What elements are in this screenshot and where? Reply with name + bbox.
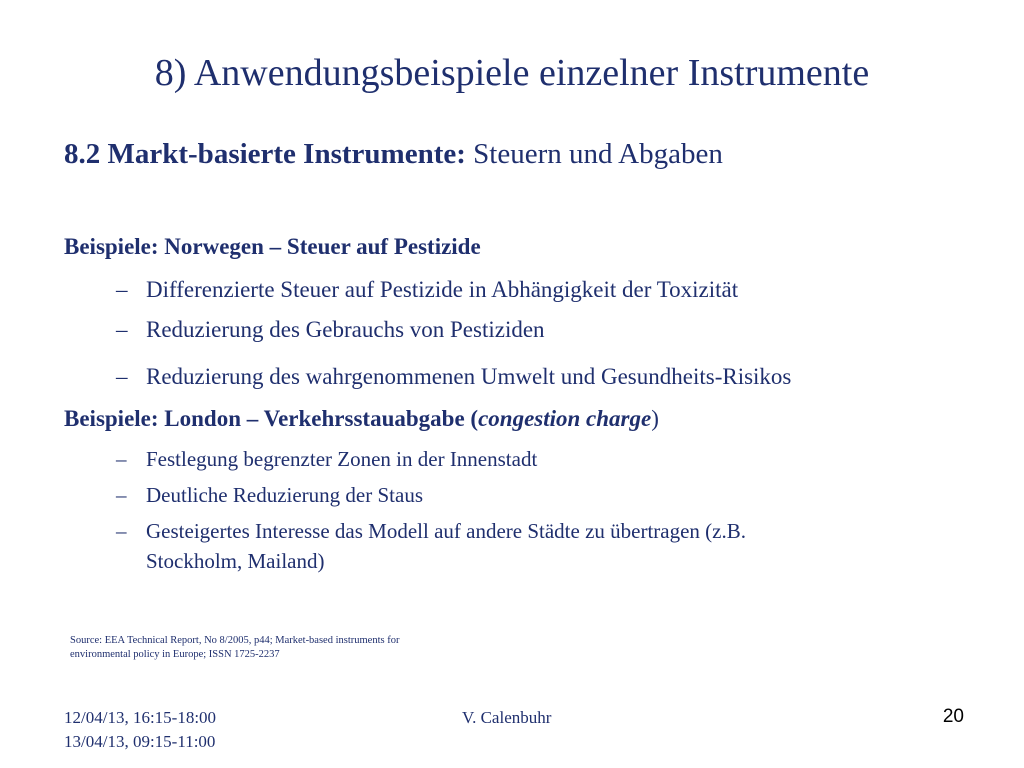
subtitle-rest: Steuern und Abgaben (465, 138, 723, 170)
bullet-text: Differenzierte Steuer auf Pestizide in Abhängigkeit der Toxizität (146, 277, 739, 302)
bullet-dash: – (116, 277, 128, 302)
bullet-text: Stockholm, Mailand) (146, 549, 325, 573)
bullet-dash: – (116, 483, 127, 507)
example-heading-london (64, 404, 659, 434)
bullet-dash: – (116, 519, 127, 543)
heading-prefix: Beispiele: London – Verkehrsstauabgabe ( (64, 406, 479, 431)
source-line: Source: EEA Technical Report, No 8/2005, p44; Market-based instruments for (70, 635, 400, 646)
slide-title: 8) Anwendungsbeispiele einzelner Instrumente (154, 52, 870, 94)
subtitle-bold: 8.2 Markt-basierte Instrumente: (64, 138, 466, 170)
footer-author: V. Calenbuhr (462, 708, 552, 727)
example-heading-norway: Beispiele: Norwegen – Steuer auf Pestizide (64, 234, 481, 259)
bullet-dash: – (116, 447, 127, 471)
bullet-text: Festlegung begrenzter Zonen in der Innenstadt (146, 447, 538, 471)
heading-suffix: ) (651, 406, 659, 431)
bullet-dash: – (116, 317, 128, 342)
page-number: 20 (942, 706, 964, 727)
footer-date-line: 12/04/13, 16:15-18:00 (64, 708, 217, 727)
bullet-text: Deutliche Reduzierung der Staus (146, 483, 423, 507)
source-note (70, 634, 490, 662)
bullet-text: Reduzierung des wahrgenommenen Umwelt und Gesundheits-Risikos (146, 364, 792, 389)
bullet-dash: – (116, 364, 128, 389)
footer-date-line: 13/04/13, 09:15-11:00 (64, 732, 216, 751)
footer-date (64, 706, 216, 754)
source-line: environmental policy in Europe; ISSN 1725-2237 (70, 649, 280, 660)
bullet-text: Gesteigertes Interesse das Modell auf andere Städte zu übertragen (z.B. (146, 519, 747, 543)
heading-italic: congestion charge (478, 406, 652, 431)
slide-subtitle (64, 136, 723, 172)
bullet-text: Reduzierung des Gebrauchs von Pestiziden (146, 317, 545, 342)
